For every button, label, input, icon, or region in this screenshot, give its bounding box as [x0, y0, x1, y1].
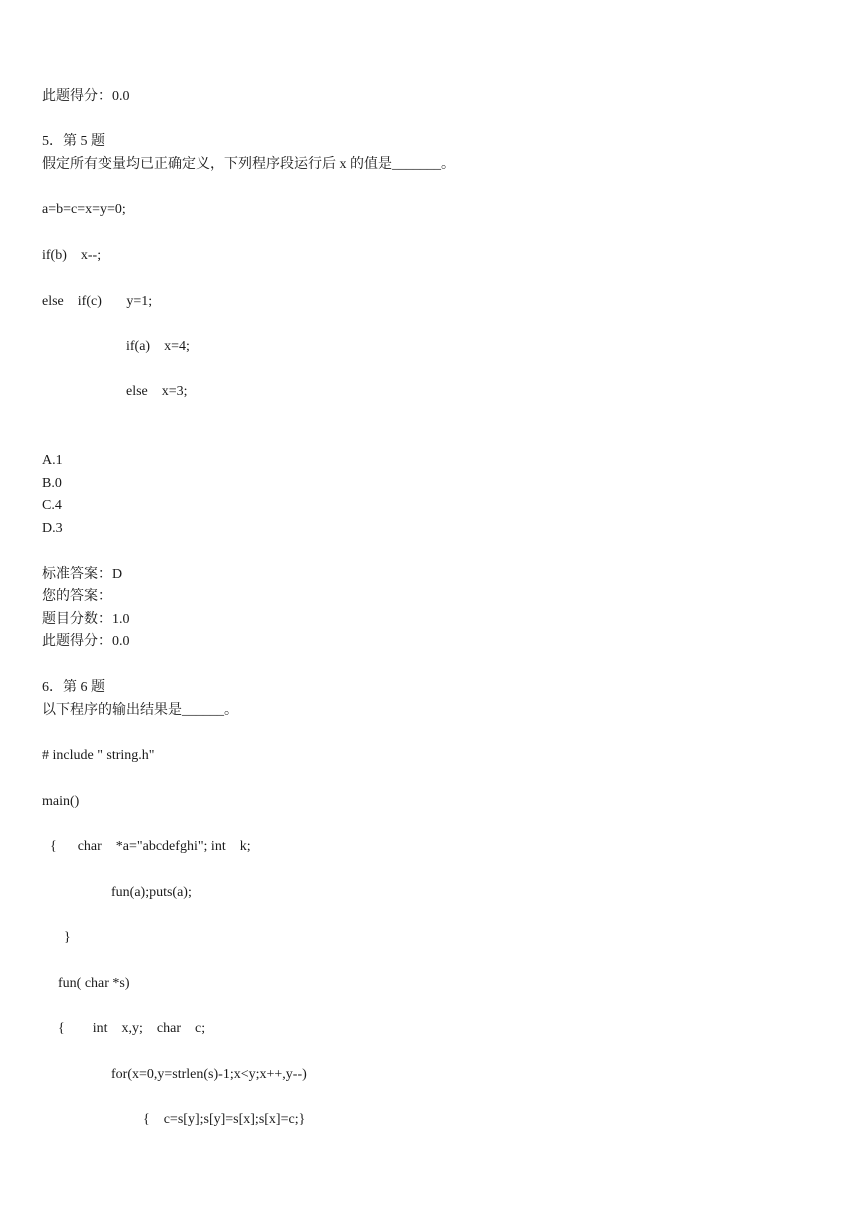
q6-code-line-6: fun( char *s)	[58, 976, 130, 991]
q5-standard-answer: 标准答案：D	[42, 567, 123, 582]
q6-code-line-7: { int x,y; char c;	[58, 1021, 206, 1036]
q5-option-b: B.0	[42, 476, 62, 491]
q6-stem: 以下程序的输出结果是______。	[42, 703, 238, 718]
q5-code-line-3: else if(c) y=1;	[42, 294, 153, 309]
q5-stem: 假定所有变量均已正确定义，下列程序段运行后 x 的值是_______。	[42, 157, 455, 172]
q5-option-d: D.3	[42, 521, 63, 536]
q5-code-line-1: a=b=c=x=y=0;	[42, 202, 126, 217]
q5-your-answer: 您的答案：	[42, 589, 112, 604]
q6-code-line-3: { char *a="abcdefghi"; int k;	[50, 839, 251, 854]
q5-code-line-4: if(a) x=4;	[126, 339, 190, 354]
q6-code-line-9: { c=s[y];s[y]=s[x];s[x]=c;}	[143, 1112, 306, 1127]
q4-score-line: 此题得分：0.0	[42, 89, 130, 104]
q6-heading: 6．第 6 题	[42, 680, 105, 695]
q6-code-line-1: # include " string.h"	[42, 748, 155, 763]
q5-score: 此题得分：0.0	[42, 634, 130, 649]
q5-option-a: A.1	[42, 453, 63, 468]
q5-option-c: C.4	[42, 498, 62, 513]
q6-code-line-8: for(x=0,y=strlen(s)-1;x<y;x++,y--)	[111, 1067, 307, 1082]
q5-points: 题目分数：1.0	[42, 612, 130, 627]
q5-heading: 5．第 5 题	[42, 134, 105, 149]
q6-code-line-5: }	[64, 930, 71, 945]
q6-code-line-2: main()	[42, 794, 80, 809]
q6-code-line-4: fun(a);puts(a);	[111, 885, 192, 900]
q5-code-line-2: if(b) x--;	[42, 248, 102, 263]
q5-code-line-5: else x=3;	[126, 384, 188, 399]
